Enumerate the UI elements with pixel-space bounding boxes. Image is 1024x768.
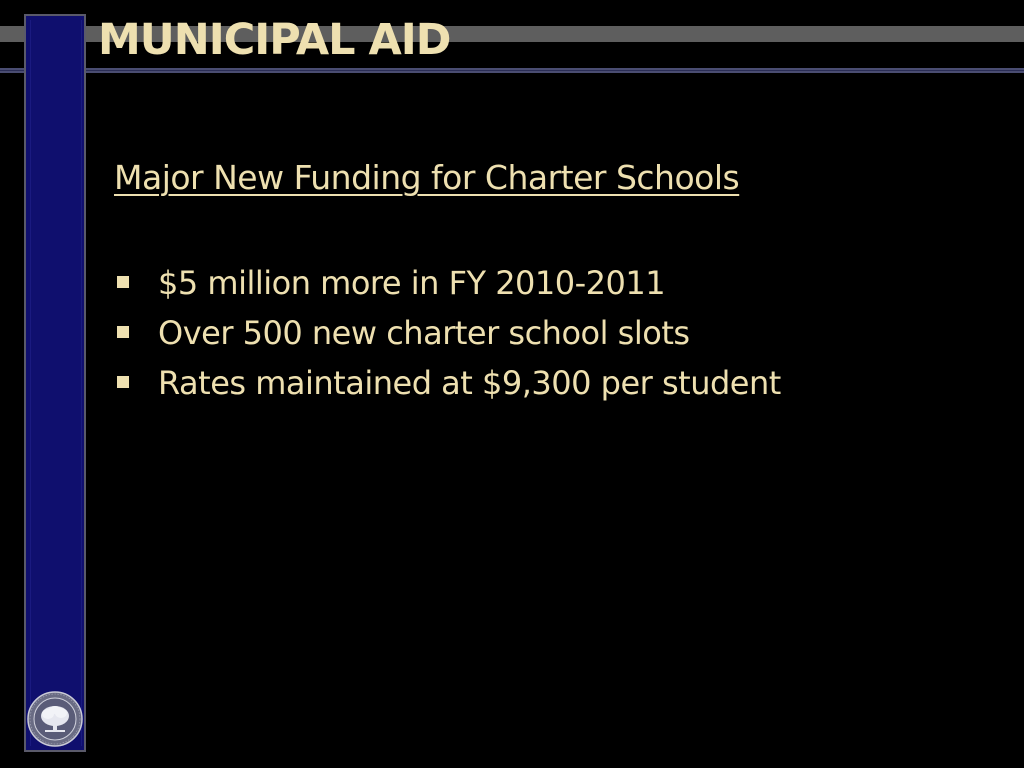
square-bullet-icon	[117, 276, 129, 288]
bullet-text: $5 million more in FY 2010-2011	[158, 264, 666, 302]
left-column-inner-decoration	[30, 20, 82, 746]
slide-subtitle: Major New Funding for Charter Schools	[114, 158, 740, 197]
slide-content	[114, 152, 974, 408]
bullet-text: Rates maintained at $9,300 per student	[158, 364, 781, 402]
bullet-list	[114, 258, 974, 408]
bullet-item	[114, 358, 974, 408]
bullet-text: Over 500 new charter school slots	[158, 314, 690, 352]
top-rule-inner-decoration	[0, 70, 1024, 71]
bullet-item	[114, 308, 974, 358]
state-seal-icon	[26, 690, 84, 748]
square-bullet-icon	[117, 326, 129, 338]
square-bullet-icon	[117, 376, 129, 388]
bullet-item	[114, 258, 974, 308]
slide-title: MUNICIPAL AID	[98, 15, 451, 65]
